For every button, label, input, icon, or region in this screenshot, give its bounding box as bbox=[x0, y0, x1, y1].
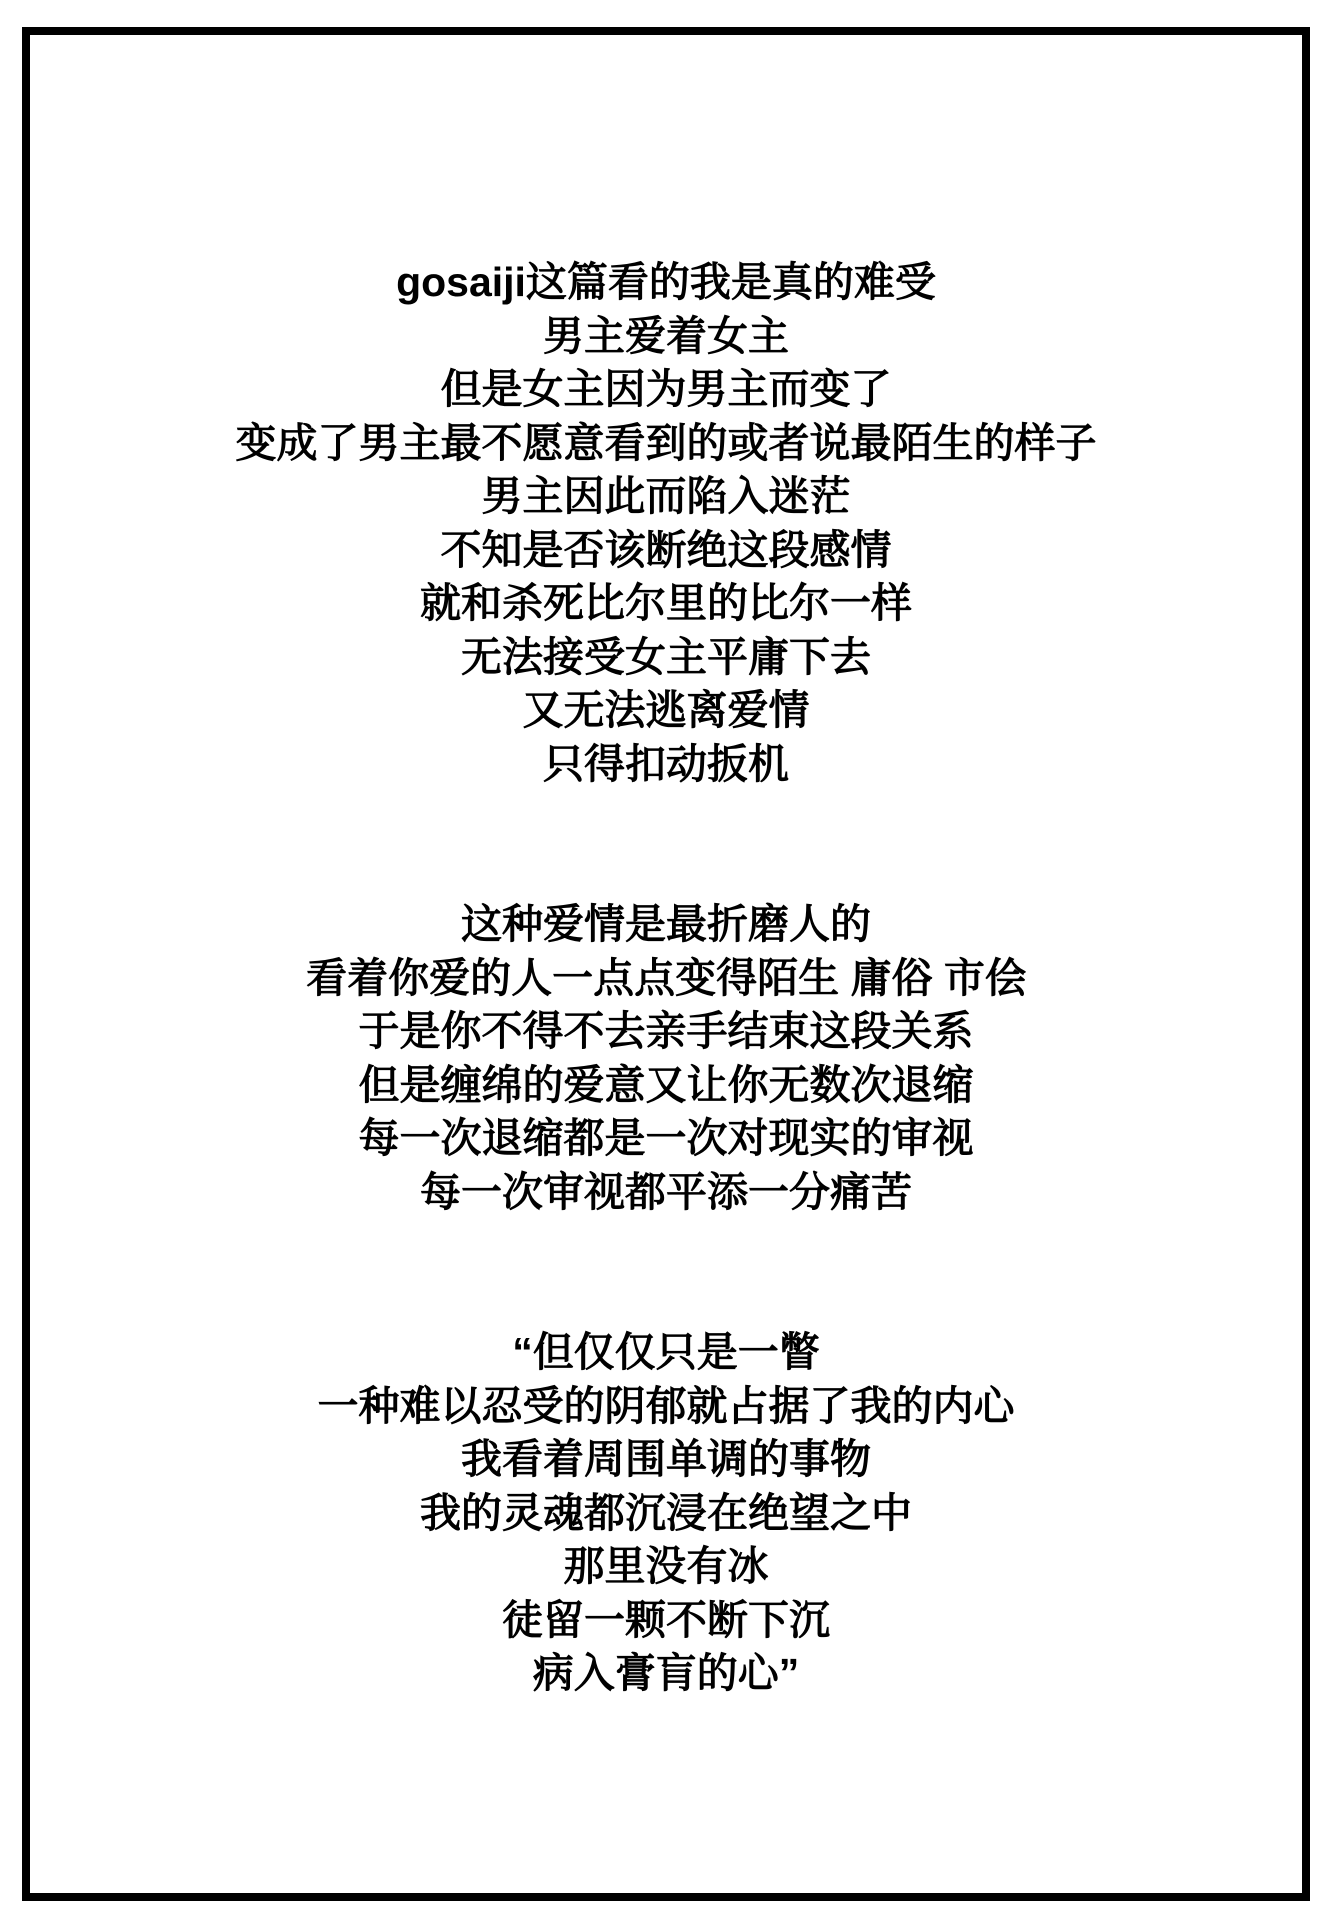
text-line: 一种难以忍受的阴郁就占据了我的内心 bbox=[317, 1382, 1015, 1429]
text-line: 徒留一颗不断下沉 bbox=[502, 1596, 830, 1643]
text-line: gosaiji这篇看的我是真的难受 bbox=[396, 259, 936, 305]
paragraph bbox=[30, 898, 1302, 1219]
text-line: 我的灵魂都沉浸在绝望之中 bbox=[420, 1489, 912, 1536]
text-line: 又无法逃离爱情 bbox=[522, 687, 810, 733]
text-line: 但是缠绵的爱意又让你无数次退缩 bbox=[358, 1061, 974, 1108]
text-line: 男主因此而陷入迷茫 bbox=[481, 473, 851, 519]
text-line: 这种爱情是最折磨人的 bbox=[461, 901, 871, 947]
text-line: 每一次退缩都是一次对现实的审视 bbox=[358, 1115, 974, 1161]
paragraph bbox=[30, 256, 1302, 791]
text-line: 但是女主因为男主而变了 bbox=[440, 366, 892, 412]
page-border-frame bbox=[22, 27, 1310, 1901]
text-line: 于是你不得不去亲手结束这段关系 bbox=[358, 1008, 974, 1054]
text-line: 那里没有冰 bbox=[563, 1543, 769, 1589]
text-line: 病入膏肓的心” bbox=[532, 1650, 800, 1696]
text-line: 变成了男主最不愿意看到的或者说最陌生的样子 bbox=[235, 419, 1097, 466]
text-line: 每一次审视都平添一分痛苦 bbox=[420, 1168, 912, 1215]
text-line: 男主爱着女主 bbox=[543, 312, 789, 359]
text-line: 无法接受女主平庸下去 bbox=[461, 633, 871, 680]
text-line: 看着你爱的人一点点变得陌生 庸俗 市侩 bbox=[306, 954, 1026, 1001]
text-block bbox=[30, 35, 1302, 1701]
text-line: “但仅仅只是一瞥 bbox=[512, 1329, 820, 1375]
text-line: 就和杀死比尔里的比尔一样 bbox=[420, 580, 912, 626]
text-line: 我看着周围单调的事物 bbox=[461, 1436, 871, 1482]
text-line: 不知是否该断绝这段感情 bbox=[440, 526, 892, 573]
paragraph bbox=[30, 1326, 1302, 1701]
text-line: 只得扣动扳机 bbox=[543, 740, 789, 787]
